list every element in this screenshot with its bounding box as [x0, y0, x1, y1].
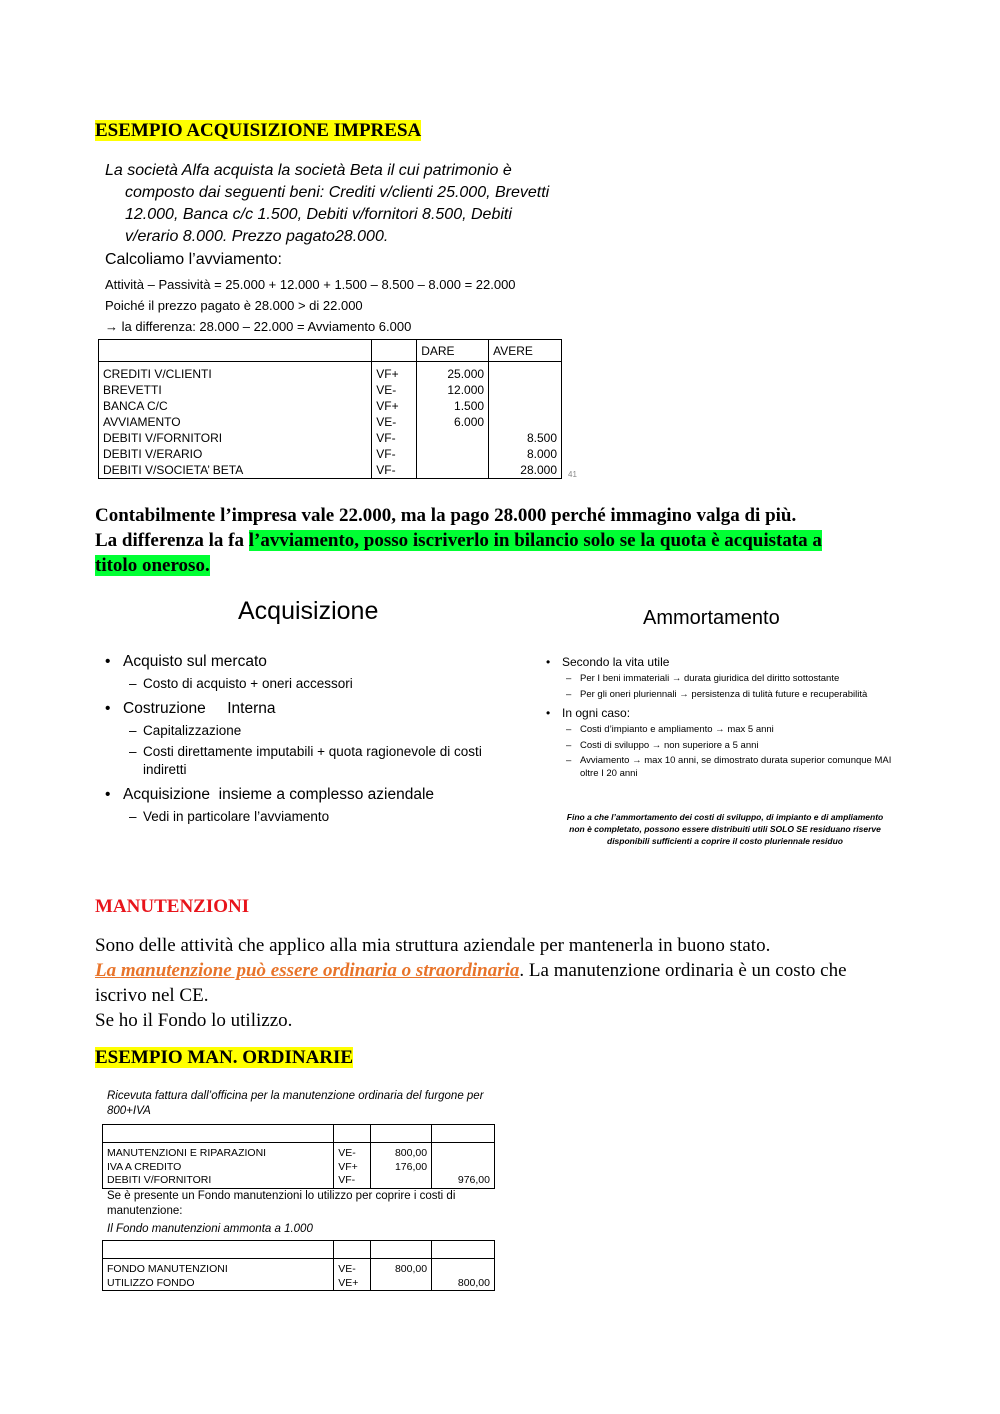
column-header-dare: DARE	[417, 340, 489, 362]
avere-amount	[432, 1161, 495, 1175]
list-item	[105, 652, 525, 672]
section-title-manutenzioni: MANUTENZIONI	[95, 896, 250, 917]
list-item	[105, 675, 525, 693]
ammortamento-note: Fino a che l’ammortamento dei costi di sviluppo, di impianto e di ampliamento non è completato, possono essere distribuiti utili SOLO SE residuano riserve disponibili sufficienti a coprire il costo pluriennale residuo	[566, 812, 884, 846]
section-title-acquisizione-impresa: ESEMPIO ACQUISIZIONE IMPRESA	[95, 120, 422, 141]
paragraph-avviamento: Contabilmente l’impresa vale 22.000, ma la pago 28.000 perché immagino valga di più. La differenza la fa l’avviamento, posso iscriverlo in bilancio solo se la quota è acquistata a titolo oneroso.	[95, 505, 822, 576]
variation-type: VF+	[372, 362, 417, 383]
calc-line-2: Poiché il prezzo pagato è 28.000 > di 22.000	[105, 298, 363, 313]
list-item-text: Costi direttamente imputabili + quota ragionevole di costi indiretti	[143, 744, 486, 777]
table-row	[99, 446, 562, 462]
list-item	[546, 740, 906, 753]
list-item	[546, 755, 906, 780]
account-name: AVVIAMENTO	[99, 414, 372, 430]
manutenzione-link[interactable]: La manutenzione può essere ordinaria o straordinaria	[95, 960, 520, 981]
journal-table-ordinaria	[102, 1124, 495, 1189]
table-row	[99, 462, 562, 479]
bullet-marker: –	[129, 809, 137, 824]
table-row	[103, 1259, 495, 1277]
dare-amount	[371, 1277, 432, 1291]
slide-page-number: 41	[568, 470, 577, 479]
avere-amount	[489, 382, 562, 398]
variation-type: VF+	[372, 398, 417, 414]
avere-amount	[432, 1143, 495, 1161]
avere-amount: 800,00	[432, 1277, 495, 1291]
list-item-text: Per I beni immateriali → durata giuridica del diritto sottostante	[580, 673, 840, 684]
journal-table-fondo	[102, 1240, 495, 1291]
avere-amount	[489, 414, 562, 430]
list-item-text: Costi di sviluppo → non superiore a 5 anni	[580, 739, 759, 751]
list-item	[546, 654, 906, 670]
table-row	[99, 398, 562, 414]
table-row	[103, 1161, 495, 1175]
variation-type: VE+	[334, 1277, 371, 1291]
account-name: DEBITI V/SOCIETA’ BETA	[99, 462, 372, 479]
account-name: BREVETTI	[99, 382, 372, 398]
account-name: DEBITI V/ERARIO	[99, 446, 372, 462]
table-row	[103, 1143, 495, 1161]
list-item-text: Acquisto sul mercato	[123, 653, 267, 670]
list-item	[105, 785, 525, 805]
dare-amount: 800,00	[371, 1259, 432, 1277]
bullet-marker: –	[566, 724, 572, 735]
list-item	[546, 724, 906, 737]
table-row	[99, 382, 562, 398]
variation-type: VE-	[372, 382, 417, 398]
bullet-marker: –	[129, 744, 137, 759]
variation-type: VE-	[334, 1143, 371, 1161]
avere-amount	[489, 362, 562, 383]
list-item-text: Costruzione Interna	[123, 700, 276, 717]
list-item	[105, 743, 525, 779]
acquisizione-title: Acquisizione	[238, 597, 379, 625]
journal-table-acquisition	[98, 339, 562, 479]
bullet-marker: –	[566, 673, 572, 684]
dare-amount: 1.500	[417, 398, 489, 414]
dare-amount	[417, 446, 489, 462]
account-name: FONDO MANUTENZIONI	[103, 1259, 334, 1277]
list-item-text: In ogni caso:	[562, 706, 631, 720]
manutenzioni-paragraph: Sono delle attività che applico alla mia struttura aziendale per mantenerla in buono stato. La manutenzione può essere ordinaria o straordinaria. La manutenzione ordinaria è un costo che iscrivo nel CE. Se ho il Fondo lo utilizzo.	[95, 935, 847, 1031]
bullet-marker: •	[105, 653, 111, 670]
variation-type: VF+	[334, 1161, 371, 1175]
fondo-usage-text: Se è presente un Fondo manutenzioni lo utilizzo per coprire i costi di manutenzione:	[107, 1190, 456, 1217]
bullet-marker: –	[566, 688, 572, 700]
account-name: IVA A CREDITO	[103, 1161, 334, 1175]
variation-type: VE-	[334, 1259, 371, 1277]
account-name: BANCA C/C	[99, 398, 372, 414]
bullet-marker: –	[566, 739, 572, 751]
dare-amount	[417, 430, 489, 446]
calc-title: Calcoliamo l’avviamento:	[105, 251, 282, 268]
list-item-text: Costi d’impianto e ampliamento → max 5 anni	[580, 724, 774, 735]
bullet-marker: –	[566, 755, 572, 766]
avere-amount: 976,00	[432, 1174, 495, 1188]
account-name: DEBITI V/FORNITORI	[99, 430, 372, 446]
dare-amount: 25.000	[417, 362, 489, 383]
dare-amount: 12.000	[417, 382, 489, 398]
list-item	[546, 673, 906, 686]
list-item	[105, 808, 525, 826]
acquisizione-list	[105, 652, 525, 826]
list-item	[546, 689, 906, 702]
bullet-marker: •	[105, 700, 111, 717]
dare-amount: 6.000	[417, 414, 489, 430]
variation-type: VF-	[334, 1174, 371, 1188]
account-name: UTILIZZO FONDO	[103, 1277, 334, 1291]
avere-amount	[489, 398, 562, 414]
avere-amount: 8.000	[489, 446, 562, 462]
list-item-text: Per gli oneri pluriennali → persistenza di tulità future e recuperabilità	[580, 688, 868, 700]
table-row	[103, 1174, 495, 1188]
list-item	[105, 722, 525, 740]
account-name: CREDITI V/CLIENTI	[99, 362, 372, 383]
example-intro: La società Alfa acquista la società Beta il cui patrimonio è composto dai seguenti beni: Crediti v/clienti 25.000, Brevetti 12.000, Banca c/c 1.500, Debiti v/fornitori 8.500, Debiti v/erario 8.000. Prezzo pagato28.000.	[105, 162, 550, 245]
bullet-marker: –	[129, 676, 137, 691]
variation-type: VF-	[372, 446, 417, 462]
table-row	[99, 430, 562, 446]
column-header-avere: AVERE	[489, 340, 562, 362]
calc-line-3: → la differenza: 28.000 – 22.000 = Avviamento 6.000	[105, 319, 412, 334]
account-name: MANUTENZIONI E RIPARAZIONI	[103, 1143, 334, 1161]
section-title-man-ordinarie: ESEMPIO MAN. ORDINARIE	[95, 1047, 354, 1068]
fondo-amount-text: Il Fondo manutenzioni ammonta a 1.000	[107, 1223, 313, 1235]
invoice-intro: Ricevuta fattura dall’officina per la manutenzione ordinaria del furgone per 800+IVA	[107, 1090, 484, 1117]
list-item	[546, 705, 906, 721]
list-item-text: Vedi in particolare l’avviamento	[143, 809, 330, 824]
table-row	[103, 1277, 495, 1291]
bullet-marker: •	[546, 655, 551, 669]
table-row	[99, 414, 562, 430]
list-item-text: Costo di acquisto + oneri accessori	[143, 676, 353, 691]
avere-amount	[432, 1259, 495, 1277]
bullet-marker: •	[546, 706, 551, 720]
bullet-marker: –	[129, 723, 137, 738]
table-row	[99, 362, 562, 383]
list-item-text: Acquisizione insieme a complesso aziendale	[123, 786, 435, 803]
variation-type: VF-	[372, 430, 417, 446]
avere-amount: 8.500	[489, 430, 562, 446]
list-item-text: Avviamento → max 10 anni, se dimostrato durata superior comunque MAI oltre I 20 anni	[580, 755, 895, 779]
dare-amount: 800,00	[371, 1143, 432, 1161]
ammortamento-list	[546, 654, 906, 780]
list-item-text: Capitalizzazione	[143, 723, 242, 738]
dare-amount	[417, 462, 489, 479]
variation-type: VE-	[372, 414, 417, 430]
account-name: DEBITI V/FORNITORI	[103, 1174, 334, 1188]
variation-type: VF-	[372, 462, 417, 479]
list-item	[105, 699, 525, 719]
bullet-marker: •	[105, 786, 111, 803]
list-item-text: Secondo la vita utile	[562, 655, 670, 669]
dare-amount	[371, 1174, 432, 1188]
dare-amount: 176,00	[371, 1161, 432, 1175]
ammortamento-title: Ammortamento	[643, 607, 780, 629]
avere-amount: 28.000	[489, 462, 562, 479]
calc-line-1: Attività – Passività = 25.000 + 12.000 + 1.500 – 8.500 – 8.000 = 22.000	[105, 277, 516, 292]
